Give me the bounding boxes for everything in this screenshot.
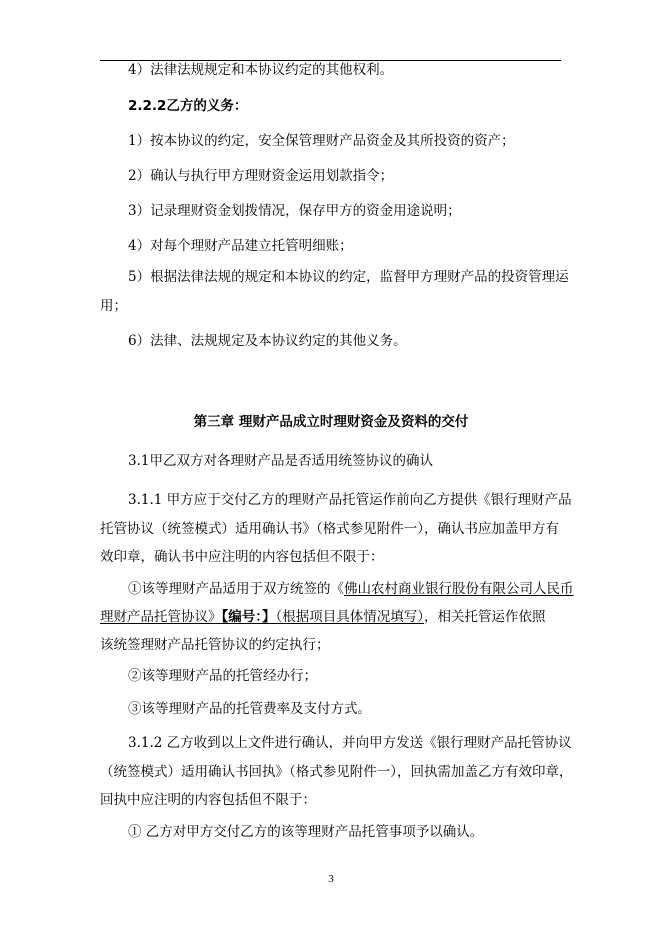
section-3-1-2-line-1: 3.1.2 乙方收到以上文件进行确认，并向甲方发送《银行理财产品托管协议 (128, 735, 572, 751)
obligation-item-5: 5）根据法律法规的规定和本协议的约定，监督甲方理财产品的投资管理运 (128, 269, 569, 285)
chapter-3-title: 第三章 理财产品成立时理财资金及资料的交付 (193, 414, 469, 430)
confirmation-item-3: ③该等理财产品的托管费率及支付方式。 (128, 701, 371, 717)
confirmation-item-1-line-1 (128, 580, 574, 598)
confirmation-item-1-prefix: ①该等理财产品适用于双方统签的《 (128, 581, 344, 597)
obligation-item-3: 3）记录理财资金划拨情况，保存甲方的资金用途说明； (128, 203, 461, 219)
obligation-item-4: 4）对每个理财产品建立托管明细账； (128, 238, 353, 254)
confirmation-item-1-line-2 (100, 608, 546, 626)
confirmation-item-1-line-3: 该统签理财产品托管协议的约定执行； (100, 637, 330, 653)
page-number: 3 (328, 873, 334, 885)
confirmation-item-1-suffix: ，相关托管运作依照 (424, 609, 546, 625)
section-3-1-2-line-3: 回执中应注明的内容包括但不限于： (100, 792, 316, 808)
agreement-number-field: 【编号：】 (221, 609, 276, 625)
receipt-item-1: ① 乙方对甲方交付乙方的该等理财产品托管事项予以确认。 (128, 824, 484, 840)
obligation-item-5-continued: 用； (100, 298, 127, 314)
obligation-item-6: 6）法律、法规规定及本协议约定的其他义务。 (128, 333, 407, 349)
confirmation-item-2: ②该等理财产品的托管经办行； (128, 668, 317, 684)
section-3-1: 3.1甲乙双方对各理财产品是否适用统签协议的确认 (128, 453, 433, 469)
fill-in-note: （根据项目具体情况填写） (275, 609, 424, 625)
section-3-1-2-line-2: （统签模式）适用确认书回执》（格式参见附件一），回执需加盖乙方有效印章， (100, 764, 573, 780)
obligation-item-1: 1）按本协议的约定，安全保管理财产品资金及其所投资的资产； (128, 133, 515, 149)
agreement-name-underlined: 佛山农村商业银行股份有限公司人民币 (344, 581, 574, 597)
section-3-1-1-line-3: 效印章，确认书中应注明的内容包括但不限于： (100, 549, 384, 565)
agreement-name-underlined-cont: 理财产品托管协议》 (100, 609, 222, 625)
section-3-1-1-line-1: 3.1.1 甲方应于交付乙方的理财产品托管运作前向乙方提供《银行理财产品 (128, 492, 572, 508)
rights-item-4: 4）法律法规规定和本协议约定的其他权利。 (128, 62, 394, 78)
obligation-item-2: 2）确认与执行甲方理财资金运用划款指令； (128, 168, 394, 184)
section-3-1-1-line-2: 托管协议（统签模式）适用确认书》（格式参见附件一），确认书应加盖甲方有 (100, 521, 559, 537)
section-2-2-2-title: 2.2.2乙方的义务： (128, 98, 248, 114)
